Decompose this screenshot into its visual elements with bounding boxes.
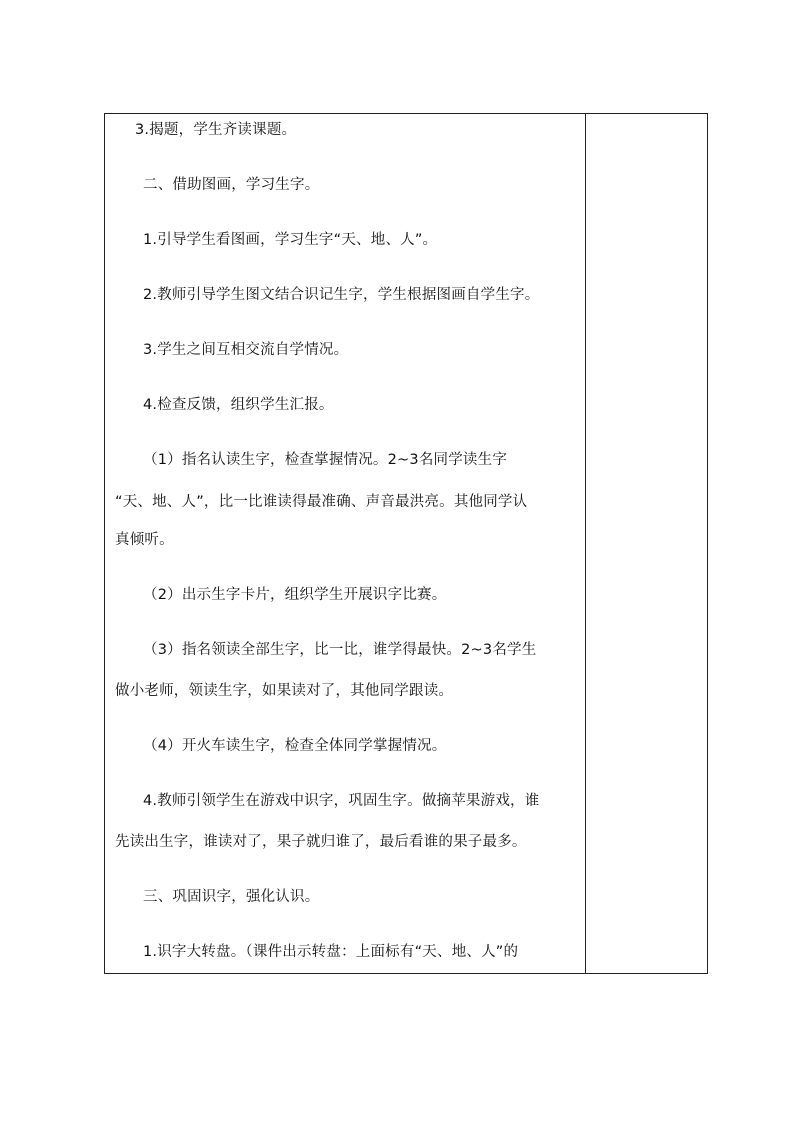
paragraph-line: （4）开火车读生字，检查全体同学掌握情况。 <box>143 738 447 754</box>
paragraph-line: 真倾听。 <box>115 532 174 548</box>
notes-cell <box>586 114 707 973</box>
paragraph-line: （2）出示生字卡片，组织学生开展识字比赛。 <box>143 587 447 603</box>
paragraph-line: 3.学生之间互相交流自学情况。 <box>143 342 349 358</box>
paragraph-line: 做小老师，领读生字，如果读对了，其他同学跟读。 <box>115 683 454 699</box>
paragraph-line: 3.揭题，学生齐读课题。 <box>135 122 297 138</box>
paragraph-line: 2.教师引导学生图文结合识记生字，学生根据图画自学生字。 <box>143 287 540 303</box>
paragraph-line: 1.识字大转盘。（课件出示转盘：上面标有“天、地、人”的 <box>143 944 519 960</box>
paragraph-line: 4.检查反馈，组织学生汇报。 <box>143 397 334 413</box>
paragraph-line: 先读出生字，谁读对了，果子就归谁了，最后看谁的果子最多。 <box>115 834 527 850</box>
section-heading: 三、巩固识字，强化认识。 <box>143 889 320 905</box>
section-heading: 二、借助图画，学习生字。 <box>143 177 320 193</box>
paragraph-line: （3）指名领读全部生字，比一比，谁学得最快。2~3名学生 <box>143 642 537 658</box>
lesson-plan-table <box>104 113 708 974</box>
lesson-content-cell <box>105 114 585 973</box>
paragraph-line: （1）指名认读生字，检查掌握情况。2~3名同学读生字 <box>143 452 508 468</box>
paragraph-line: “天、地、人”，比一比谁读得最准确、声音最洪亮。其他同学认 <box>115 494 528 510</box>
paragraph-line: 4.教师引领学生在游戏中识字，巩固生字。做摘苹果游戏，谁 <box>143 793 540 809</box>
paragraph-line: 1.引导学生看图画，学习生字“天、地、人”。 <box>143 232 438 248</box>
